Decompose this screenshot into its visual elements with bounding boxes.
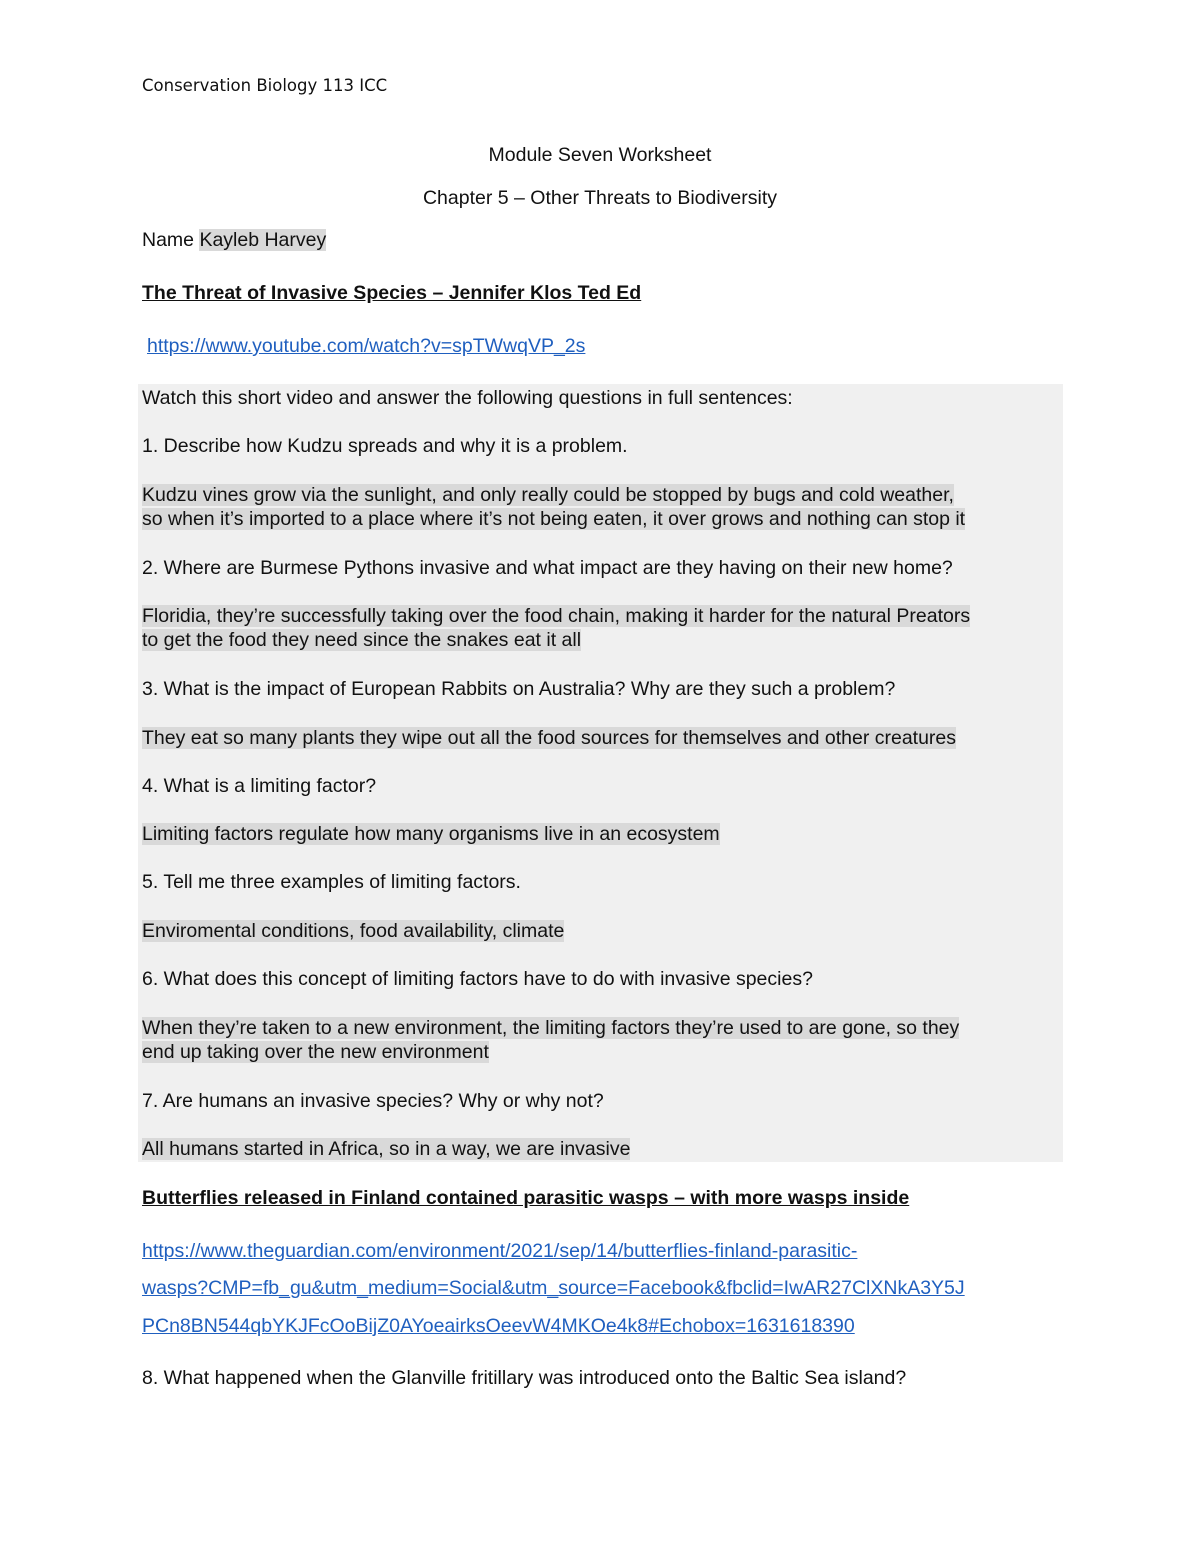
name-line xyxy=(142,228,326,252)
question-7: 7. Are humans an invasive species? Why or why not? xyxy=(142,1090,604,1112)
answer-2-line-2[interactable]: to get the food they need since the snakes eat it all xyxy=(142,629,582,651)
question-4: 4. What is a limiting factor? xyxy=(142,775,377,797)
name-label: Name xyxy=(142,229,200,251)
instructions: Watch this short video and answer the following questions in full sentences: xyxy=(142,387,793,409)
guardian-link[interactable]: PCn8BN544qbYKJFcOoBijZ0AYoeairksOeevW4MKOe4k8#Echobox=1631618390 xyxy=(142,1315,855,1337)
youtube-link[interactable]: https://www.youtube.com/watch?v=spTWwqVP_2s xyxy=(147,335,586,357)
youtube-link-line xyxy=(147,334,585,358)
worksheet-title: Module Seven Worksheet xyxy=(488,144,712,166)
answer-2-line-1[interactable]: Floridia, they’re successfully taking over the food chain, making it harder for the natural Preators xyxy=(142,605,971,627)
answer-5[interactable]: Enviromental conditions, food availability, climate xyxy=(142,920,565,942)
question-3: 3. What is the impact of European Rabbits on Australia? Why are they such a problem? xyxy=(142,678,896,700)
section2-heading: Butterflies released in Finland contained parasitic wasps – with more wasps inside xyxy=(142,1187,910,1209)
answer-6-line-1[interactable]: When they’re taken to a new environment, the limiting factors they’re used to are gone, so they xyxy=(142,1017,960,1039)
question-8: 8. What happened when the Glanville fritillary was introduced onto the Baltic Sea island? xyxy=(142,1367,907,1389)
guardian-link-line-2[interactable] xyxy=(142,1276,965,1300)
answer-7[interactable]: All humans started in Africa, so in a way, we are invasive xyxy=(142,1138,631,1160)
guardian-link-line-3[interactable] xyxy=(142,1314,855,1338)
guardian-link[interactable]: https://www.theguardian.com/environment/2021/sep/14/butterflies-finland-parasitic- xyxy=(142,1240,858,1262)
question-6: 6. What does this concept of limiting factors have to do with invasive species? xyxy=(142,968,813,990)
answer-1-line-2[interactable]: so when it’s imported to a place where it’s not being eaten, it over grows and nothing can stop it xyxy=(142,508,966,530)
answer-1-line-1[interactable]: Kudzu vines grow via the sunlight, and only really could be stopped by bugs and cold weather, xyxy=(142,484,954,506)
chapter-title: Chapter 5 – Other Threats to Biodiversity xyxy=(422,187,778,209)
guardian-link[interactable]: wasps?CMP=fb_gu&utm_medium=Social&utm_source=Facebook&fbclid=IwAR27ClXNkA3Y5J xyxy=(142,1277,965,1299)
answer-4[interactable]: Limiting factors regulate how many organisms live in an ecosystem xyxy=(142,823,720,845)
question-5: 5. Tell me three examples of limiting factors. xyxy=(142,871,521,893)
answer-3[interactable]: They eat so many plants they wipe out all the food sources for themselves and other creatures xyxy=(142,727,957,749)
guardian-link-line-1[interactable] xyxy=(142,1239,857,1263)
question-2: 2. Where are Burmese Pythons invasive and what impact are they having on their new home? xyxy=(142,557,953,579)
answer-6-line-2[interactable]: end up taking over the new environment xyxy=(142,1041,489,1063)
name-value[interactable]: Kayleb Harvey xyxy=(199,229,327,251)
section1-heading: The Threat of Invasive Species – Jennifer Klos Ted Ed xyxy=(142,282,642,304)
question-1: 1. Describe how Kudzu spreads and why it is a problem. xyxy=(142,435,628,457)
course-header: Conservation Biology 113 ICC xyxy=(142,76,388,95)
